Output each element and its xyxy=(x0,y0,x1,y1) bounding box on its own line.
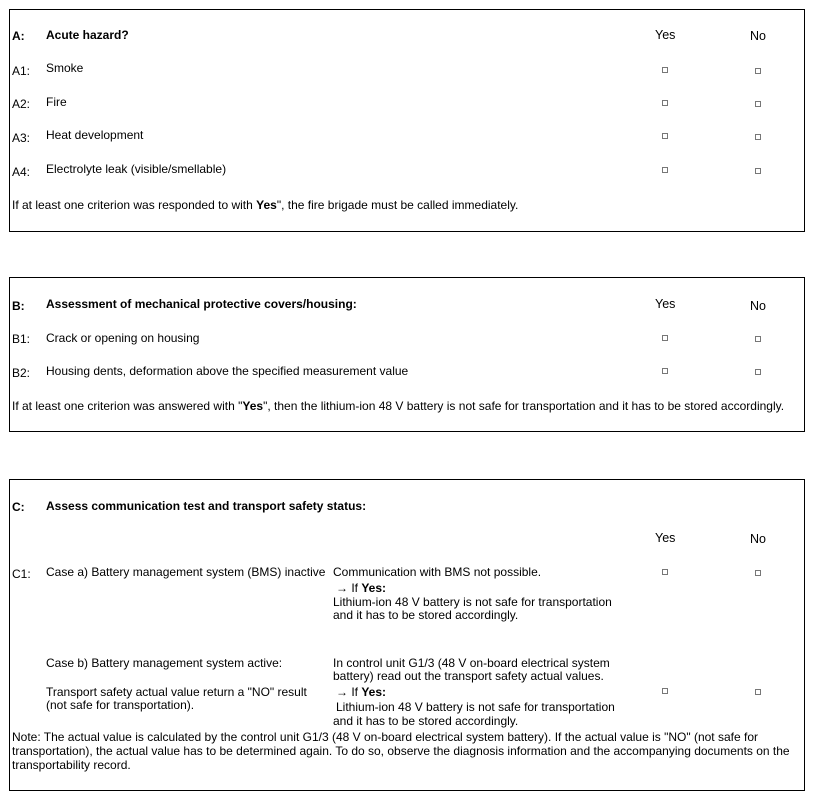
item-code: A3: xyxy=(12,131,31,145)
section-a-code: A: xyxy=(12,29,25,43)
yes-checkbox[interactable] xyxy=(662,688,668,694)
case-b-if-yes: → If Yes: xyxy=(336,685,387,699)
yes-checkbox[interactable] xyxy=(662,368,668,374)
item-code: B1: xyxy=(12,332,31,346)
yes-checkbox[interactable] xyxy=(662,67,668,73)
case-a-description: Communication with BMS not possible. xyxy=(333,565,542,579)
c1-code: C1: xyxy=(12,567,31,581)
section-b-title: Assessment of mechanical protective covers/housing: xyxy=(46,297,357,311)
section-b-footer: If at least one criterion was answered with "Yes", then the lithium-ion 48 V battery is not safe for transportation and it has to be stored accordingly. xyxy=(12,399,785,413)
section-a-title: Acute hazard? xyxy=(46,28,129,42)
yes-header: Yes xyxy=(655,531,676,545)
item-code: A4: xyxy=(12,165,31,179)
yes-checkbox[interactable] xyxy=(662,100,668,106)
yes-checkbox[interactable] xyxy=(662,133,668,139)
yes-header: Yes xyxy=(655,28,676,42)
case-b-sub-line1: Transport safety actual value return a "NO" result xyxy=(46,685,307,699)
section-c-box xyxy=(9,479,805,791)
yes-checkbox[interactable] xyxy=(662,167,668,173)
case-b-result-line2: and it has to be stored accordingly. xyxy=(333,714,519,728)
item-label: Heat development xyxy=(46,128,144,142)
case-b-result-line1: Lithium-ion 48 V battery is not safe for transportation xyxy=(336,700,615,714)
item-label: Smoke xyxy=(46,61,84,75)
no-checkbox[interactable] xyxy=(755,101,761,107)
no-header: No xyxy=(750,532,766,546)
yes-checkbox[interactable] xyxy=(662,335,668,341)
no-checkbox[interactable] xyxy=(755,68,761,74)
case-a-result-line2: and it has to be stored accordingly. xyxy=(333,608,519,622)
case-b-label: Case b) Battery management system active: xyxy=(46,656,283,670)
section-c-title: Assess communication test and transport safety status: xyxy=(46,499,367,513)
no-checkbox[interactable] xyxy=(755,336,761,342)
section-a-box xyxy=(9,9,805,232)
case-b-sub-line2: (not safe for transportation). xyxy=(46,698,195,712)
no-checkbox[interactable] xyxy=(755,134,761,140)
case-a-result-line1: Lithium-ion 48 V battery is not safe for transportation xyxy=(333,595,612,609)
section-b-box xyxy=(9,277,805,432)
item-label: Housing dents, deformation above the specified measurement value xyxy=(46,364,409,378)
item-label: Electrolyte leak (visible/smellable) xyxy=(46,162,227,176)
item-label: Fire xyxy=(46,95,67,109)
section-b-code: B: xyxy=(12,299,25,313)
no-checkbox[interactable] xyxy=(755,570,761,576)
item-code: B2: xyxy=(12,366,31,380)
yes-header: Yes xyxy=(655,297,676,311)
item-code: A1: xyxy=(12,64,31,78)
case-b-desc-line1: In control unit G1/3 (48 V on-board electrical system xyxy=(333,656,610,670)
yes-checkbox[interactable] xyxy=(662,569,668,575)
case-a-if-yes: → If Yes: xyxy=(336,581,387,595)
section-a-footer: If at least one criterion was responded to with Yes", the fire brigade must be called immediately. xyxy=(12,198,519,212)
case-b-desc-line2: battery) read out the transport safety actual values. xyxy=(333,669,604,683)
no-header: No xyxy=(750,29,766,43)
item-code: A2: xyxy=(12,97,31,111)
item-label: Crack or opening on housing xyxy=(46,331,200,345)
case-a-label: Case a) Battery management system (BMS) inactive xyxy=(46,565,326,579)
no-header: No xyxy=(750,299,766,313)
no-checkbox[interactable] xyxy=(755,168,761,174)
section-c-code: C: xyxy=(12,500,25,514)
no-checkbox[interactable] xyxy=(755,369,761,375)
no-checkbox[interactable] xyxy=(755,689,761,695)
note-text: Note: The actual value is calculated by the control unit G1/3 (48 V on-board electrical system battery). If the actual value is "NO" (not safe for transportation), the actual value has to be determined again. To do so, observe the diagnosis information and the accompanying documents on the transportability record. xyxy=(12,730,790,772)
